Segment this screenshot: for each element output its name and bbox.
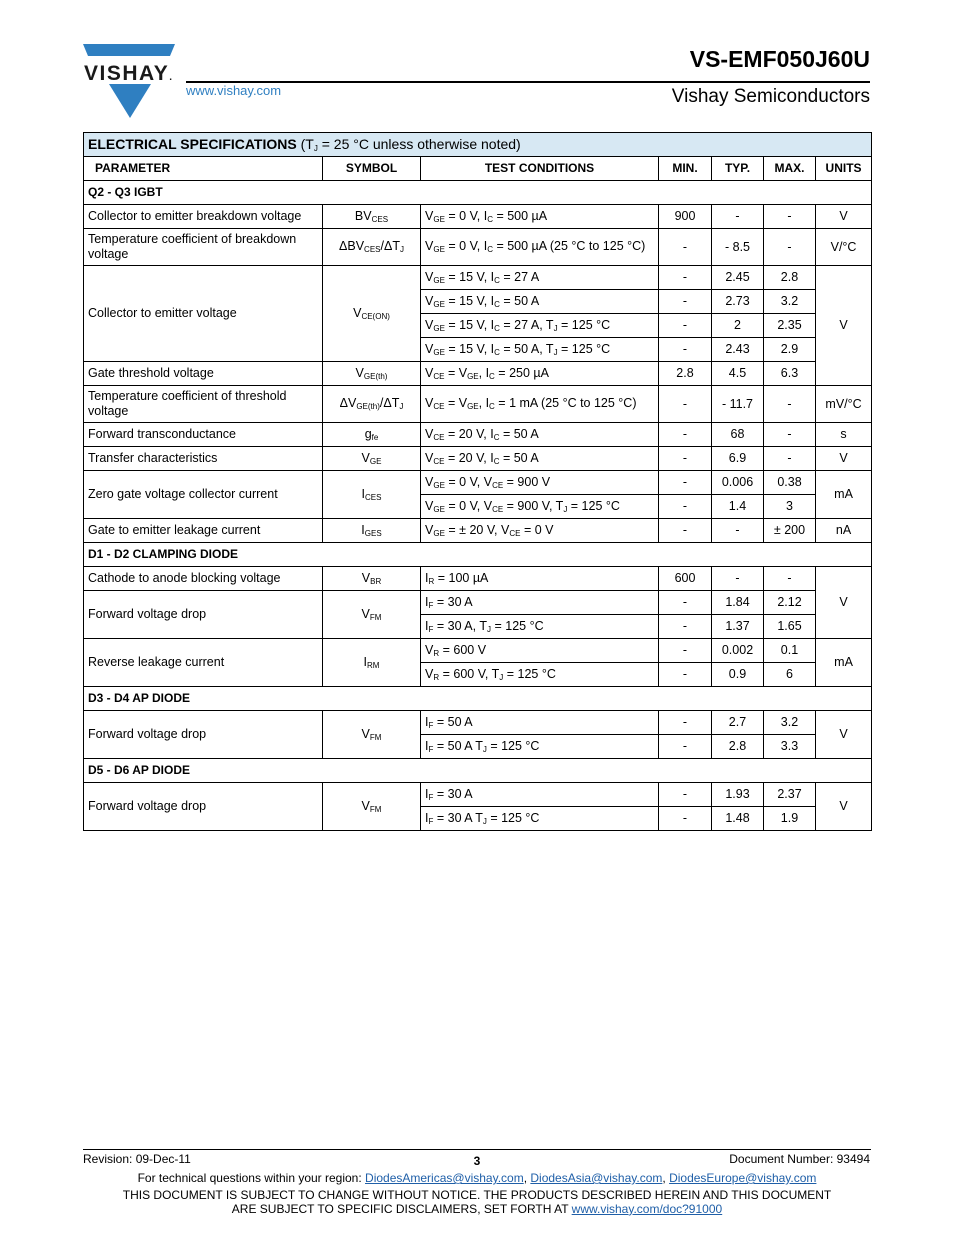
symbol-cell: $g_{fe}$ — [323, 423, 421, 447]
vishay-logo — [83, 44, 175, 118]
condition-cell: $V_{GE} = 15$ V, $I_C = 27$ A, $T_J = 125$ °C — [421, 314, 659, 338]
typ-cell: 1.4 — [712, 495, 764, 519]
param-cell: Gate threshold voltage — [84, 362, 323, 386]
typ-cell: 1.37 — [712, 615, 764, 639]
symbol-cell: $I_{CES}$ — [323, 471, 421, 519]
max-cell: 2.8 — [764, 266, 816, 290]
condition-cell: $V_{GE} = 0$ V, $V_{CE} = 900$ V — [421, 471, 659, 495]
col-header-parameter: PARAMETER — [84, 157, 323, 181]
table-row — [84, 591, 872, 615]
condition-cell: $V_{CE} = V_{GE}$, $I_C = 1$ mA (25 °C to 125 °C) — [421, 386, 659, 423]
condition-cell: $V_{CE} = 20$ V, $I_C = 50$ A — [421, 447, 659, 471]
typ-cell: - 8.5 — [712, 229, 764, 266]
units-cell: V — [816, 783, 872, 831]
typ-cell: 2.8 — [712, 735, 764, 759]
max-cell: 2.35 — [764, 314, 816, 338]
table-row — [84, 711, 872, 735]
col-header-typ: TYP. — [712, 157, 764, 181]
table-row — [84, 447, 872, 471]
typ-cell: 6.9 — [712, 447, 764, 471]
units-cell: mA — [816, 471, 872, 519]
min-cell: - — [659, 591, 712, 615]
max-cell: ± 200 — [764, 519, 816, 543]
typ-cell: 0.9 — [712, 663, 764, 687]
units-cell: V — [816, 205, 872, 229]
typ-cell: 2.7 — [712, 711, 764, 735]
min-cell: - — [659, 290, 712, 314]
website-link[interactable]: www.vishay.com — [186, 83, 282, 98]
email-asia-link[interactable]: DiodesAsia@vishay.com — [530, 1171, 663, 1185]
table-row — [84, 362, 872, 386]
electrical-specifications-table — [83, 132, 872, 831]
typ-cell: 0.006 — [712, 471, 764, 495]
col-header-test-conditions: TEST CONDITIONS — [421, 157, 659, 181]
table-row — [84, 423, 872, 447]
condition-cell: $V_{GE} = 0$ V, $I_C = 500$ µA (25 °C to 125 °C) — [421, 229, 659, 266]
symbol-cell: $I_{RM}$ — [323, 639, 421, 687]
condition-cell: $I_F = 30$ A, $T_J = 125$ °C — [421, 615, 659, 639]
typ-cell: 1.48 — [712, 807, 764, 831]
condition-cell: $I_F = 30$ A $T_J = 125$ °C — [421, 807, 659, 831]
max-cell: 6.3 — [764, 362, 816, 386]
max-cell: - — [764, 447, 816, 471]
max-cell: 0.1 — [764, 639, 816, 663]
condition-cell: $V_R = 600$ V — [421, 639, 659, 663]
units-cell: V — [816, 266, 872, 386]
footer-rule — [83, 1149, 871, 1150]
min-cell: - — [659, 783, 712, 807]
table-row — [84, 471, 872, 495]
typ-cell: - — [712, 519, 764, 543]
param-cell: Temperature coefficient of threshold voltage — [84, 386, 323, 423]
symbol-cell: $V_{GE(th)}$ — [323, 362, 421, 386]
email-separator: , — [523, 1171, 531, 1185]
min-cell: - — [659, 423, 712, 447]
table-row — [84, 229, 872, 266]
typ-cell: - 11.7 — [712, 386, 764, 423]
col-header-symbol: SYMBOL — [323, 157, 421, 181]
symbol-cell: $V_{BR}$ — [323, 567, 421, 591]
contact-prefix: For technical questions within your region: — [137, 1171, 366, 1185]
max-cell: - — [764, 567, 816, 591]
param-cell: Forward voltage drop — [84, 783, 323, 831]
min-cell: - — [659, 495, 712, 519]
units-cell: nA — [816, 519, 872, 543]
max-cell: 2.9 — [764, 338, 816, 362]
svg-text:VISHAY.: VISHAY. — [84, 62, 172, 85]
param-cell: Transfer characteristics — [84, 447, 323, 471]
param-cell: Forward voltage drop — [84, 711, 323, 759]
param-cell: Reverse leakage current — [84, 639, 323, 687]
symbol-cell: $\Delta V_{GE(th)}/\Delta T_J$ — [323, 386, 421, 423]
condition-cell: $I_F = 30$ A — [421, 591, 659, 615]
col-header-units: UNITS — [816, 157, 872, 181]
param-cell: Forward voltage drop — [84, 591, 323, 639]
condition-cell: $V_{GE} = 0$ V, $V_{CE} = 900$ V, $T_J = 125$ °C — [421, 495, 659, 519]
param-cell: Zero gate voltage collector current — [84, 471, 323, 519]
disclaimer-link[interactable]: www.vishay.com/doc?91000 — [571, 1201, 723, 1216]
min-cell: 600 — [659, 567, 712, 591]
header-rule — [186, 81, 870, 83]
table-row — [84, 519, 872, 543]
division-name: Vishay Semiconductors — [671, 86, 870, 107]
condition-cell: $I_F = 30$ A — [421, 783, 659, 807]
min-cell: - — [659, 229, 712, 266]
technical-contact-line — [0, 1171, 954, 1185]
condition-cell: $V_{GE} = 0$ V, $I_C = 500$ µA — [421, 205, 659, 229]
units-cell: V — [816, 447, 872, 471]
param-cell: Cathode to anode blocking voltage — [84, 567, 323, 591]
param-cell: Forward transconductance — [84, 423, 323, 447]
disclaimer — [0, 1189, 954, 1217]
symbol-cell: $\Delta BV_{CES}/\Delta T_J$ — [323, 229, 421, 266]
max-cell: - — [764, 386, 816, 423]
typ-cell: 68 — [712, 423, 764, 447]
table-row — [84, 386, 872, 423]
typ-cell: 4.5 — [712, 362, 764, 386]
condition-cell: $V_{CE} = 20$ V, $I_C = 50$ A — [421, 423, 659, 447]
units-cell: s — [816, 423, 872, 447]
min-cell: - — [659, 266, 712, 290]
symbol-cell: $V_{CE(ON)}$ — [323, 266, 421, 362]
symbol-cell: $V_{FM}$ — [323, 783, 421, 831]
max-cell: 6 — [764, 663, 816, 687]
section-header: Q2 - Q3 IGBT — [84, 181, 872, 205]
symbol-cell: $I_{GES}$ — [323, 519, 421, 543]
max-cell: 2.12 — [764, 591, 816, 615]
typ-cell: 2 — [712, 314, 764, 338]
min-cell: - — [659, 663, 712, 687]
disclaimer-text: ARE SUBJECT TO SPECIFIC DISCLAIMERS, SET FORTH AT — [231, 1201, 572, 1216]
table-row — [84, 639, 872, 663]
max-cell: 3 — [764, 495, 816, 519]
units-cell: mA — [816, 639, 872, 687]
disclaimer-line-2 — [0, 1203, 954, 1217]
typ-cell: - — [712, 205, 764, 229]
min-cell: - — [659, 639, 712, 663]
part-number: VS-EMF050J60U — [689, 46, 870, 72]
col-header-max: MAX. — [764, 157, 816, 181]
param-cell: Collector to emitter voltage — [84, 266, 323, 362]
section-header: D5 - D6 AP DIODE — [84, 759, 872, 783]
condition-cell: $V_{GE} = 15$ V, $I_C = 50$ A — [421, 290, 659, 314]
min-cell: - — [659, 447, 712, 471]
max-cell: 3.3 — [764, 735, 816, 759]
max-cell: 1.9 — [764, 807, 816, 831]
min-cell: - — [659, 807, 712, 831]
min-cell: - — [659, 338, 712, 362]
typ-cell: 1.84 — [712, 591, 764, 615]
section-header: D3 - D4 AP DIODE — [84, 687, 872, 711]
vishay-logo-graphic — [83, 44, 175, 118]
condition-cell: $V_{GE} = 15$ V, $I_C = 50$ A, $T_J = 125$ °C — [421, 338, 659, 362]
document-number: Document Number: 93494 — [729, 1152, 870, 1166]
condition-cell: $V_{GE} = 15$ V, $I_C = 27$ A — [421, 266, 659, 290]
email-europe-link[interactable]: DiodesEurope@vishay.com — [669, 1171, 817, 1185]
min-cell: 2.8 — [659, 362, 712, 386]
condition-cell: $V_{GE}$ = ± 20 V, $V_{CE} = 0$ V — [421, 519, 659, 543]
disclaimer-line-1: THIS DOCUMENT IS SUBJECT TO CHANGE WITHOUT NOTICE. THE PRODUCTS DESCRIBED HEREIN AND THIS DOCUMENT — [122, 1188, 832, 1202]
table-row — [84, 266, 872, 290]
symbol-cell: $BV_{CES}$ — [323, 205, 421, 229]
min-cell: 900 — [659, 205, 712, 229]
symbol-cell: $V_{GE}$ — [323, 447, 421, 471]
condition-cell: $V_{CE} = V_{GE}$, $I_C = 250$ µA — [421, 362, 659, 386]
max-cell: 2.37 — [764, 783, 816, 807]
typ-cell: 0.002 — [712, 639, 764, 663]
email-separator: , — [662, 1171, 670, 1185]
table-title — [84, 133, 872, 157]
section-header: D1 - D2 CLAMPING DIODE — [84, 543, 872, 567]
condition-cell: $V_R = 600$ V, $T_J = 125$ °C — [421, 663, 659, 687]
min-cell: - — [659, 615, 712, 639]
max-cell: - — [764, 205, 816, 229]
units-cell: mV/°C — [816, 386, 872, 423]
min-cell: - — [659, 386, 712, 423]
condition-cell: $I_R = 100$ µA — [421, 567, 659, 591]
table-row — [84, 567, 872, 591]
table-title-note: ($T_J = 25$ °C unless otherwise noted) — [300, 135, 521, 153]
table-row — [84, 205, 872, 229]
table-row — [84, 783, 872, 807]
param-cell: Collector to emitter breakdown voltage — [84, 205, 323, 229]
table-title-label: ELECTRICAL SPECIFICATIONS — [88, 135, 297, 152]
typ-cell: 2.43 — [712, 338, 764, 362]
condition-cell: $I_F = 50$ A — [421, 711, 659, 735]
symbol-cell: $V_{FM}$ — [323, 711, 421, 759]
max-cell: 0.38 — [764, 471, 816, 495]
max-cell: - — [764, 229, 816, 266]
revision-date: Revision: 09-Dec-11 — [83, 1152, 191, 1166]
min-cell: - — [659, 711, 712, 735]
condition-cell: $I_F = 50$ A $T_J = 125$ °C — [421, 735, 659, 759]
typ-cell: 1.93 — [712, 783, 764, 807]
min-cell: - — [659, 314, 712, 338]
min-cell: - — [659, 735, 712, 759]
param-cell: Temperature coefficient of breakdown voltage — [84, 229, 323, 266]
param-cell: Gate to emitter leakage current — [84, 519, 323, 543]
email-americas-link[interactable]: DiodesAmericas@vishay.com — [365, 1171, 524, 1185]
max-cell: 1.65 — [764, 615, 816, 639]
page-number: 3 — [473, 1154, 481, 1168]
units-cell: V — [816, 567, 872, 639]
min-cell: - — [659, 471, 712, 495]
col-header-min: MIN. — [659, 157, 712, 181]
units-cell: V — [816, 711, 872, 759]
max-cell: - — [764, 423, 816, 447]
typ-cell: 2.73 — [712, 290, 764, 314]
typ-cell: - — [712, 567, 764, 591]
symbol-cell: $V_{FM}$ — [323, 591, 421, 639]
units-cell: V/°C — [816, 229, 872, 266]
typ-cell: 2.45 — [712, 266, 764, 290]
max-cell: 3.2 — [764, 290, 816, 314]
max-cell: 3.2 — [764, 711, 816, 735]
min-cell: - — [659, 519, 712, 543]
